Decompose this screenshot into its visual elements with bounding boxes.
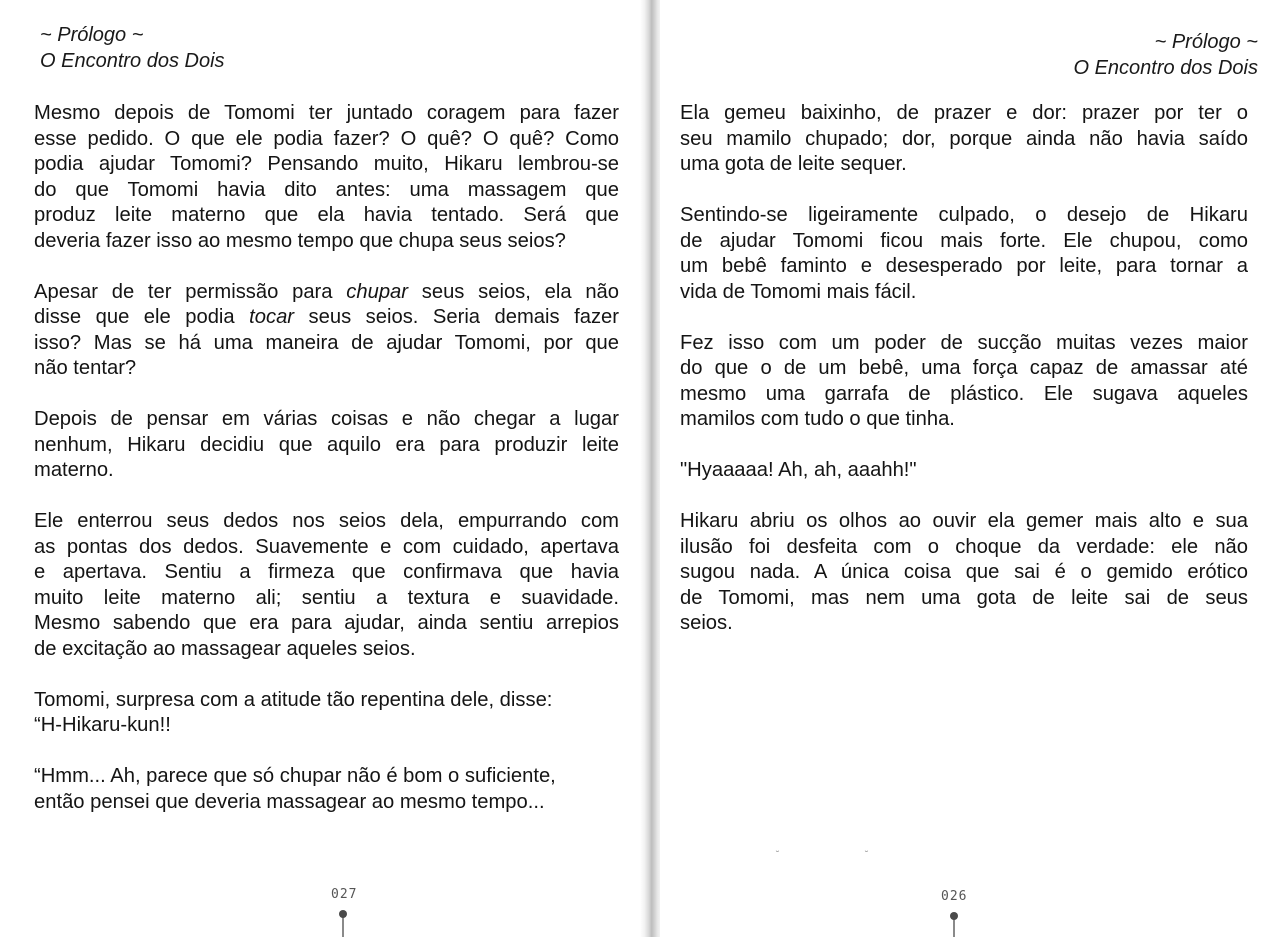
text-run: seus seios, ela não [408, 280, 620, 303]
text-line: de excitação ao massagear aqueles seios. [34, 637, 416, 660]
right-page-body [680, 101, 1248, 637]
paragraph [680, 458, 1248, 484]
text-line: as pontas dos dedos. Suavemente e com cuidado, apertava [34, 535, 619, 558]
paragraph [34, 509, 619, 662]
text-line: então pensei que deveria massagear ao mesmo tempo... [34, 790, 545, 813]
text-line: de ajudar Tomomi ficou mais forte. Ele chupou, como [680, 229, 1248, 252]
left-page-header [40, 22, 225, 74]
text-line: Mesmo sabendo que era para ajudar, ainda sentiu arrepios [34, 612, 619, 634]
paragraph [680, 331, 1248, 433]
paragraph [680, 509, 1248, 637]
paragraph [34, 688, 619, 739]
text-line: mamilos com tudo o que tinha. [680, 408, 955, 430]
left-page-body [34, 101, 619, 815]
chapter-subtitle: O Encontro dos Dois [40, 50, 225, 72]
text-run: disse que ele podia [34, 306, 250, 328]
text-line: Sentindo-se ligeiramente culpado, o desejo de Hikaru [680, 204, 1248, 226]
chapter-subtitle: O Encontro dos Dois [1073, 57, 1258, 79]
text-line: materno. [34, 459, 114, 481]
text-line [34, 305, 619, 331]
text-line: não tentar? [34, 357, 137, 379]
text-line: Tomomi, surpresa com a atitude tão repentina dele, disse: [34, 688, 553, 711]
page-marker-icon [342, 913, 344, 937]
text-line: Fez isso com um poder de sucção muitas vezes maior [680, 331, 1248, 354]
right-page-header [1073, 29, 1258, 81]
page-number: 027 [331, 887, 358, 902]
text-run: seus seios. Seria demais fazer [294, 306, 619, 328]
text-line: vida de Tomomi mais fácil. [680, 280, 917, 303]
paragraph [680, 203, 1248, 305]
text-line: um bebê faminto e desesperado por leite, para tornar a [680, 255, 1248, 277]
text-line: ilusão foi desfeita com o choque da verdade: ele não [680, 535, 1248, 558]
text-line: "Hyaaaaa! Ah, ah, aaahh!" [680, 459, 917, 481]
text-line: isso? Mas se há uma maneira de ajudar Tomomi, por que [34, 331, 619, 354]
paragraph [34, 764, 619, 815]
paragraph [34, 280, 619, 382]
paragraph [34, 101, 619, 254]
emphasis-text: tocar [249, 306, 295, 328]
text-line: “H-Hikaru-kun!! [34, 714, 171, 736]
text-line: Depois de pensar em várias coisas e não chegar a lugar [34, 408, 619, 430]
text-line: de Tomomi, mas nem uma gota de leite sai de seus [680, 586, 1248, 609]
text-line: nenhum, Hikaru decidiu que aquilo era para produzir leite [34, 433, 619, 456]
paragraph [680, 101, 1248, 178]
stray-mark: ˘ [776, 850, 780, 861]
text-line: e apertava. Sentiu a firmeza que confirmava que havia [34, 561, 619, 583]
text-line: esse pedido. O que ele podia fazer? O quê? O quê? Como [34, 127, 619, 150]
text-line: seu mamilo chupado; dor, porque ainda não havia saído [680, 127, 1248, 150]
text-line: do que Tomomi havia dito antes: uma massagem que [34, 178, 619, 201]
text-line: do que o de um bebê, uma força capaz de amassar até [680, 357, 1248, 379]
text-line: produz leite materno que ela havia tentado. Será que [34, 204, 619, 226]
text-line: uma gota de leite sequer. [680, 153, 907, 175]
emphasis-text: chupar [346, 280, 408, 303]
text-line: Ela gemeu baixinho, de prazer e dor: prazer por ter o [680, 102, 1248, 124]
text-line: podia ajudar Tomomi? Pensando muito, Hikaru lembrou-se [34, 153, 619, 175]
text-line: Mesmo depois de Tomomi ter juntado coragem para fazer [34, 102, 619, 124]
text-line: muito leite materno ali; sentiu a textura e suavidade. [34, 586, 619, 609]
text-line: deveria fazer isso ao mesmo tempo que chupa seus seios? [34, 229, 566, 252]
text-line: Ele enterrou seus dedos nos seios dela, empurrando com [34, 510, 619, 532]
text-line: sugou nada. A única coisa que sai é o gemido erótico [680, 561, 1248, 583]
paragraph [34, 407, 619, 484]
stray-mark: ˘ [865, 850, 869, 861]
page-marker-icon [953, 915, 955, 937]
text-run: Apesar de ter permissão para [34, 280, 347, 303]
text-line: “Hmm... Ah, parece que só chupar não é bom o suficiente, [34, 765, 556, 787]
text-line [34, 280, 619, 306]
text-line: seios. [680, 612, 733, 634]
page-number: 026 [941, 889, 968, 904]
text-line: mesmo uma garrafa de plástico. Ele sugava aqueles [680, 382, 1248, 405]
chapter-title: ~ Prólogo ~ [1154, 31, 1258, 53]
right-page [660, 0, 1280, 937]
chapter-title: ~ Prólogo ~ [40, 24, 144, 46]
text-line: Hikaru abriu os olhos ao ouvir ela gemer mais alto e sua [680, 510, 1248, 532]
